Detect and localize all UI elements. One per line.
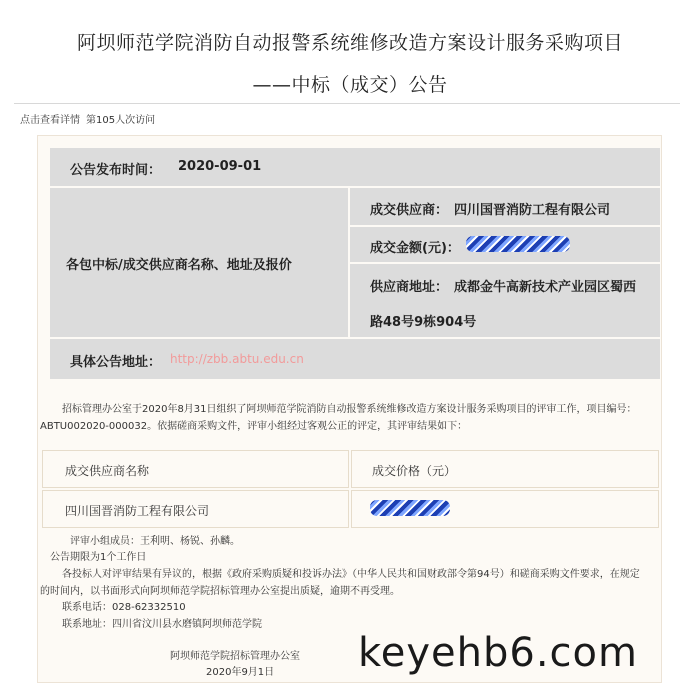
objection-line1: 各投标人对评审结果有异议的，根据《政府采购质疑和投诉办法》（中华人民共和国财政部令第94号）和磋商采购文件要求，在规定 (62, 569, 640, 580)
supplier-name: 四川国晋消防工程有限公司 (454, 203, 611, 218)
result-row-supplier-text: 四川国晋消防工程有限公司 (65, 504, 210, 518)
publish-time-label: 公告发布时间： (70, 163, 162, 178)
address-line2: 路48号9栋904号 (370, 315, 477, 330)
redacted-amount (466, 236, 570, 252)
address-cell (350, 264, 660, 337)
publish-time-value: 2020-09-01 (178, 159, 262, 174)
result-row-supplier (42, 490, 349, 528)
signature-date: 2020年9月1日 (206, 667, 275, 678)
intro-line1: 招标管理办公室于2020年8月31日组织了阿坝师范学院消防自动报警系统维修改造方案设计服务采购项目的评审工作，项目编号： (62, 404, 637, 415)
detail-link[interactable]: 点击查看详情 (20, 115, 80, 126)
supplier-cell (350, 188, 660, 225)
visit-count: 第105人次访问 (86, 115, 156, 126)
supplier-label: 成交供应商： (370, 203, 449, 218)
panel-members: 评审小组成员：王利明、杨锐、孙麟。 (70, 536, 240, 547)
contact-address: 联系地址：四川省汶川县水磨镇阿坝师范学院 (62, 619, 262, 630)
result-header-price (351, 450, 659, 488)
title-divider (14, 103, 680, 104)
amount-label: 成交金额(元)： (370, 241, 460, 256)
contact-phone: 联系电话：028-62332510 (62, 602, 186, 613)
redacted-price (370, 500, 450, 516)
winner-row-label-cell (50, 188, 348, 337)
result-header-supplier (42, 450, 349, 488)
objection-line2: 的时间内，以书面形式向阿坝师范学院招标管理办公室提出质疑，逾期不再受理。 (40, 586, 400, 597)
announcement-url-row (50, 339, 660, 379)
page-title: 阿坝师范学院消防自动报警系统维修改造方案设计服务采购项目 (76, 32, 623, 54)
page-subtitle: ——中标（成交）公告 (252, 74, 448, 96)
result-header-price-text: 成交价格（元） (372, 464, 457, 478)
watermark-text: keyehb6.com (358, 630, 638, 676)
result-header-supplier-text: 成交供应商名称 (65, 464, 150, 478)
amount-cell (350, 227, 660, 262)
view-counter (20, 111, 155, 126)
signature-org: 阿坝师范学院招标管理办公室 (170, 651, 300, 662)
announcement-url-link[interactable]: http://zbb.abtu.edu.cn (170, 352, 304, 366)
winner-row-label: 各包中标/成交供应商名称、地址及报价 (66, 258, 292, 273)
notice-period: 公告期限为1个工作日 (50, 552, 147, 563)
result-row-price (351, 490, 659, 528)
address-line1: 成都金牛高新技术产业园区蜀西 (454, 280, 637, 295)
address-label: 供应商地址： (370, 280, 449, 295)
publish-time-row (50, 148, 660, 186)
url-label: 具体公告地址： (70, 355, 162, 370)
intro-line2: ABTU002020-000032。依据磋商采购文件，评审小组经过客观公正的评定，其评审结果如下： (40, 421, 468, 432)
announcement-panel (37, 135, 662, 683)
